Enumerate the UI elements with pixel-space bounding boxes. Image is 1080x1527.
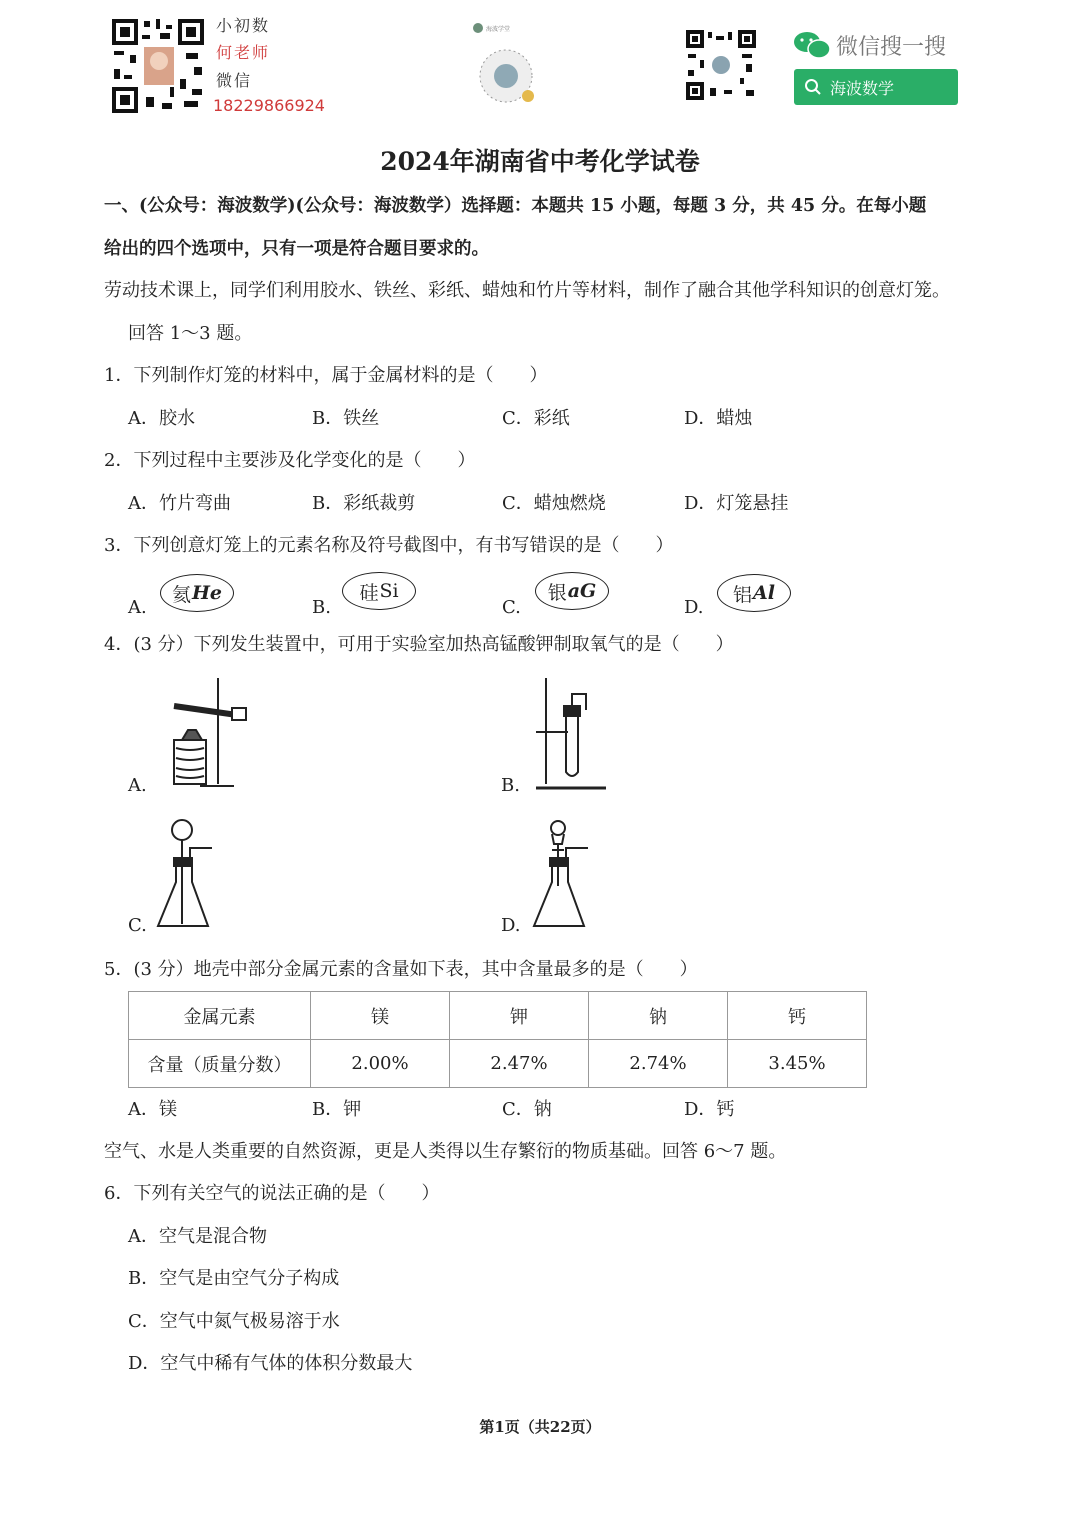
search-icon <box>804 78 822 96</box>
table-cell: 2.74% <box>589 1040 728 1088</box>
q2-option-d[interactable]: D．灯笼悬挂 <box>684 493 789 514</box>
q4-option-a-letter[interactable]: A. <box>128 775 147 796</box>
intro-line-2: 回答 1～3 题。 <box>128 323 253 344</box>
page-footer: 第1页（共22页） <box>479 1418 601 1436</box>
question-1-stem: 1．下列制作灯笼的材料中，属于金属材料的是（ ） <box>104 365 548 386</box>
q3-element-oval-a <box>160 574 234 612</box>
element-symbol: Al <box>753 582 775 604</box>
q3-element-oval-d <box>717 574 791 612</box>
q3-option-d-letter[interactable]: D. <box>684 597 704 618</box>
table-cell: 含量（质量分数） <box>129 1040 311 1088</box>
question-6-stem: 6．下列有关空气的说法正确的是（ ） <box>104 1183 440 1204</box>
q2-option-c[interactable]: C．蜡烛燃烧 <box>502 493 606 514</box>
apparatus-d-flask-separatory <box>530 816 594 932</box>
table-cell: 金属元素 <box>129 992 311 1040</box>
page-title: 2024年湖南省中考化学试卷 <box>380 147 700 176</box>
intro-2: 空气、水是人类重要的自然资源，更是人类得以生存繁衍的物质基础。回答 6～7 题。 <box>104 1141 787 1162</box>
metal-content-table <box>128 991 867 1088</box>
q5-option-a[interactable]: A．镁 <box>128 1099 177 1120</box>
table-cell: 钠 <box>589 992 728 1040</box>
q5-option-b[interactable]: B．钾 <box>312 1099 362 1120</box>
q4-option-d-letter[interactable]: D. <box>501 915 521 936</box>
question-3-stem: 3．下列创意灯笼上的元素名称及符号截图中，有书写错误的是（ ） <box>104 535 674 556</box>
table-cell: 3.45% <box>728 1040 867 1088</box>
mini-logo-text: 海波学堂 <box>486 26 511 33</box>
apparatus-b-test-tube <box>530 676 610 792</box>
wechat-search-button[interactable] <box>794 69 958 105</box>
q1-option-b[interactable]: B．铁丝 <box>312 408 380 429</box>
table-cell: 钾 <box>450 992 589 1040</box>
table-row <box>129 1040 867 1088</box>
wechat-logo-icon <box>793 30 831 64</box>
table-cell: 镁 <box>311 992 450 1040</box>
q3-element-oval-c <box>535 572 609 610</box>
q1-option-d[interactable]: D．蜡烛 <box>684 408 753 429</box>
wechat-search-button-label: 海波数学 <box>830 78 895 98</box>
table-row <box>129 992 867 1040</box>
q6-option-c[interactable]: C．空气中氮气极易溶于水 <box>128 1311 340 1332</box>
q4-option-b-letter[interactable]: B. <box>501 775 520 796</box>
wechat-search-title: 微信搜一搜 <box>836 35 947 60</box>
element-symbol: aG <box>567 580 597 602</box>
q6-option-d[interactable]: D．空气中稀有气体的体积分数最大 <box>128 1353 413 1374</box>
element-name: 硅 <box>359 581 379 604</box>
element-symbol: He <box>191 582 223 604</box>
contact-phone: 18229866924 <box>213 96 325 115</box>
element-name: 银 <box>547 581 567 604</box>
apparatus-c-flask-funnel <box>156 816 220 932</box>
q2-option-b[interactable]: B．彩纸裁剪 <box>312 493 416 514</box>
q4-option-c-letter[interactable]: C. <box>128 915 147 936</box>
element-name: 氦 <box>171 583 191 606</box>
q5-option-d[interactable]: D．钙 <box>684 1099 735 1120</box>
question-2-stem: 2．下列过程中主要涉及化学变化的是（ ） <box>104 450 476 471</box>
q5-option-c[interactable]: C．钠 <box>502 1099 552 1120</box>
q3-element-oval-b <box>342 572 416 610</box>
qr-code-right <box>686 30 756 100</box>
table-cell: 2.47% <box>450 1040 589 1088</box>
contact-line-1: 小初数 <box>216 16 271 35</box>
qr-code-left <box>110 17 206 115</box>
section-heading-line-1: 一、(公众号：海波数学)(公众号：海波数学）选择题：本题共 15 小题，每题 3 分，共 45 分。在每小题 <box>104 196 927 216</box>
table-cell: 钙 <box>728 992 867 1040</box>
q6-option-a[interactable]: A．空气是混合物 <box>128 1226 267 1247</box>
contact-line-3: 微信 <box>216 71 253 90</box>
element-name: 铝 <box>733 583 753 606</box>
mini-program-code <box>470 20 540 104</box>
q3-option-b-letter[interactable]: B. <box>312 597 331 618</box>
section-heading-line-2: 给出的四个选项中，只有一项是符合题目要求的。 <box>104 239 489 259</box>
question-4-stem: 4．(3 分）下列发生装置中，可用于实验室加热高锰酸钾制取氧气的是（ ） <box>104 634 734 655</box>
contact-line-2: 何老师 <box>216 43 271 62</box>
q3-option-c-letter[interactable]: C. <box>502 597 521 618</box>
apparatus-a-heating-tube <box>160 676 252 792</box>
q6-option-b[interactable]: B．空气是由空气分子构成 <box>128 1268 340 1289</box>
q3-option-a-letter[interactable]: A. <box>128 597 147 618</box>
element-symbol: Si <box>379 580 399 602</box>
table-cell: 2.00% <box>311 1040 450 1088</box>
question-5-stem: 5．(3 分）地壳中部分金属元素的含量如下表，其中含量最多的是（ ） <box>104 959 698 980</box>
q1-option-c[interactable]: C．彩纸 <box>502 408 570 429</box>
q1-option-a[interactable]: A．胶水 <box>128 408 195 429</box>
q2-option-a[interactable]: A．竹片弯曲 <box>128 493 231 514</box>
intro-line-1: 劳动技术课上，同学们利用胶水、铁丝、彩纸、蜡烛和竹片等材料，制作了融合其他学科知识的创意灯笼。 <box>104 280 950 301</box>
